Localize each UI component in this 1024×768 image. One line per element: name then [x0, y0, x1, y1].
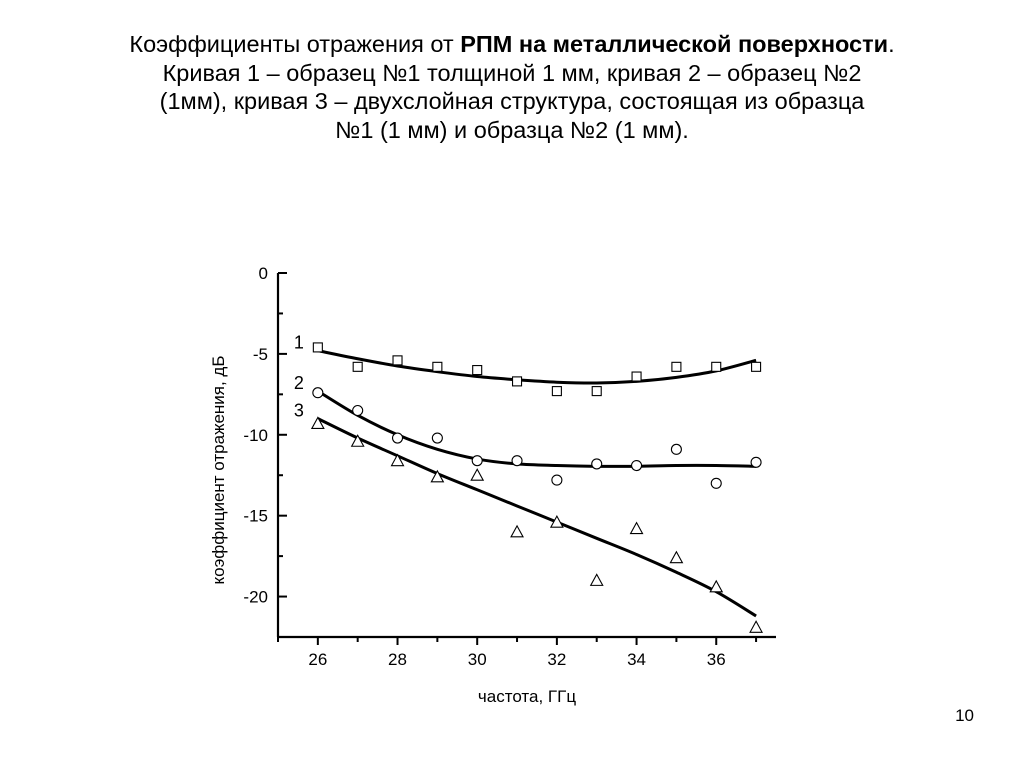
marker-square — [632, 372, 641, 381]
curve-label-1: 1 — [293, 332, 304, 353]
marker-square — [752, 362, 761, 371]
marker-circle — [313, 388, 323, 398]
y-tick-label: 0 — [258, 264, 268, 283]
x-tick-label: 36 — [706, 650, 726, 669]
marker-square — [433, 362, 442, 371]
fit-curve-1 — [318, 351, 756, 383]
curve-label-3: 3 — [293, 400, 304, 421]
marker-circle — [393, 433, 403, 443]
marker-square — [393, 356, 402, 365]
fit-curve-3 — [318, 419, 756, 616]
marker-square — [513, 377, 522, 386]
marker-triangle — [750, 621, 762, 632]
marker-triangle — [471, 469, 483, 480]
x-tick-label: 28 — [388, 650, 407, 669]
y-tick-label: -5 — [252, 344, 268, 364]
marker-circle — [432, 433, 442, 443]
title-prefix: Коэффициенты отражения от — [129, 31, 461, 57]
curve-label-2: 2 — [293, 373, 304, 394]
marker-circle — [751, 457, 761, 467]
marker-triangle — [631, 523, 643, 534]
marker-triangle — [511, 526, 523, 537]
y-tick-label: -15 — [243, 506, 268, 526]
marker-triangle — [670, 552, 682, 563]
marker-square — [353, 362, 362, 371]
marker-triangle — [591, 574, 603, 585]
x-axis-label: частота, ГГц — [477, 687, 577, 706]
marker-circle — [552, 475, 562, 485]
marker-circle — [632, 461, 642, 471]
y-tick-label: -20 — [243, 587, 268, 607]
marker-circle — [353, 406, 363, 416]
subtitle-line-3: №1 (1 мм) и образца №2 (1 мм). — [335, 116, 689, 143]
marker-circle — [512, 456, 522, 466]
curve-labels — [294, 333, 304, 421]
x-tick-label: 30 — [467, 650, 487, 669]
title-bold: РПМ на металлической поверхности — [460, 31, 889, 57]
title-suffix: . — [888, 31, 895, 57]
fit-curves — [318, 351, 756, 616]
subtitle-line-1: Кривая 1 – образец №1 толщиной 1 мм, кривая 2 – образец №2 — [162, 59, 862, 86]
page-number: 10 — [955, 706, 974, 725]
x-tick-label: 34 — [627, 650, 647, 669]
marker-circle — [671, 444, 681, 454]
marker-square — [473, 366, 482, 375]
y-axis-label: коэффициент отражения, дБ — [209, 355, 228, 585]
fit-curve-2 — [318, 391, 756, 466]
marker-square — [552, 387, 561, 396]
x-tick-label: 32 — [547, 650, 567, 669]
marker-square — [313, 343, 322, 352]
marker-circle — [592, 459, 602, 469]
x-tick-label: 26 — [308, 650, 328, 669]
marker-triangle — [710, 581, 722, 592]
marker-square — [712, 362, 721, 371]
marker-circle — [472, 456, 482, 466]
y-tick-label: -10 — [243, 425, 268, 445]
data-markers — [312, 343, 762, 632]
subtitle-line-2: (1мм), кривая 3 – двухслойная структура, состоящая из образца — [159, 88, 865, 114]
marker-square — [592, 387, 601, 396]
marker-square — [672, 362, 681, 371]
marker-circle — [711, 478, 721, 488]
